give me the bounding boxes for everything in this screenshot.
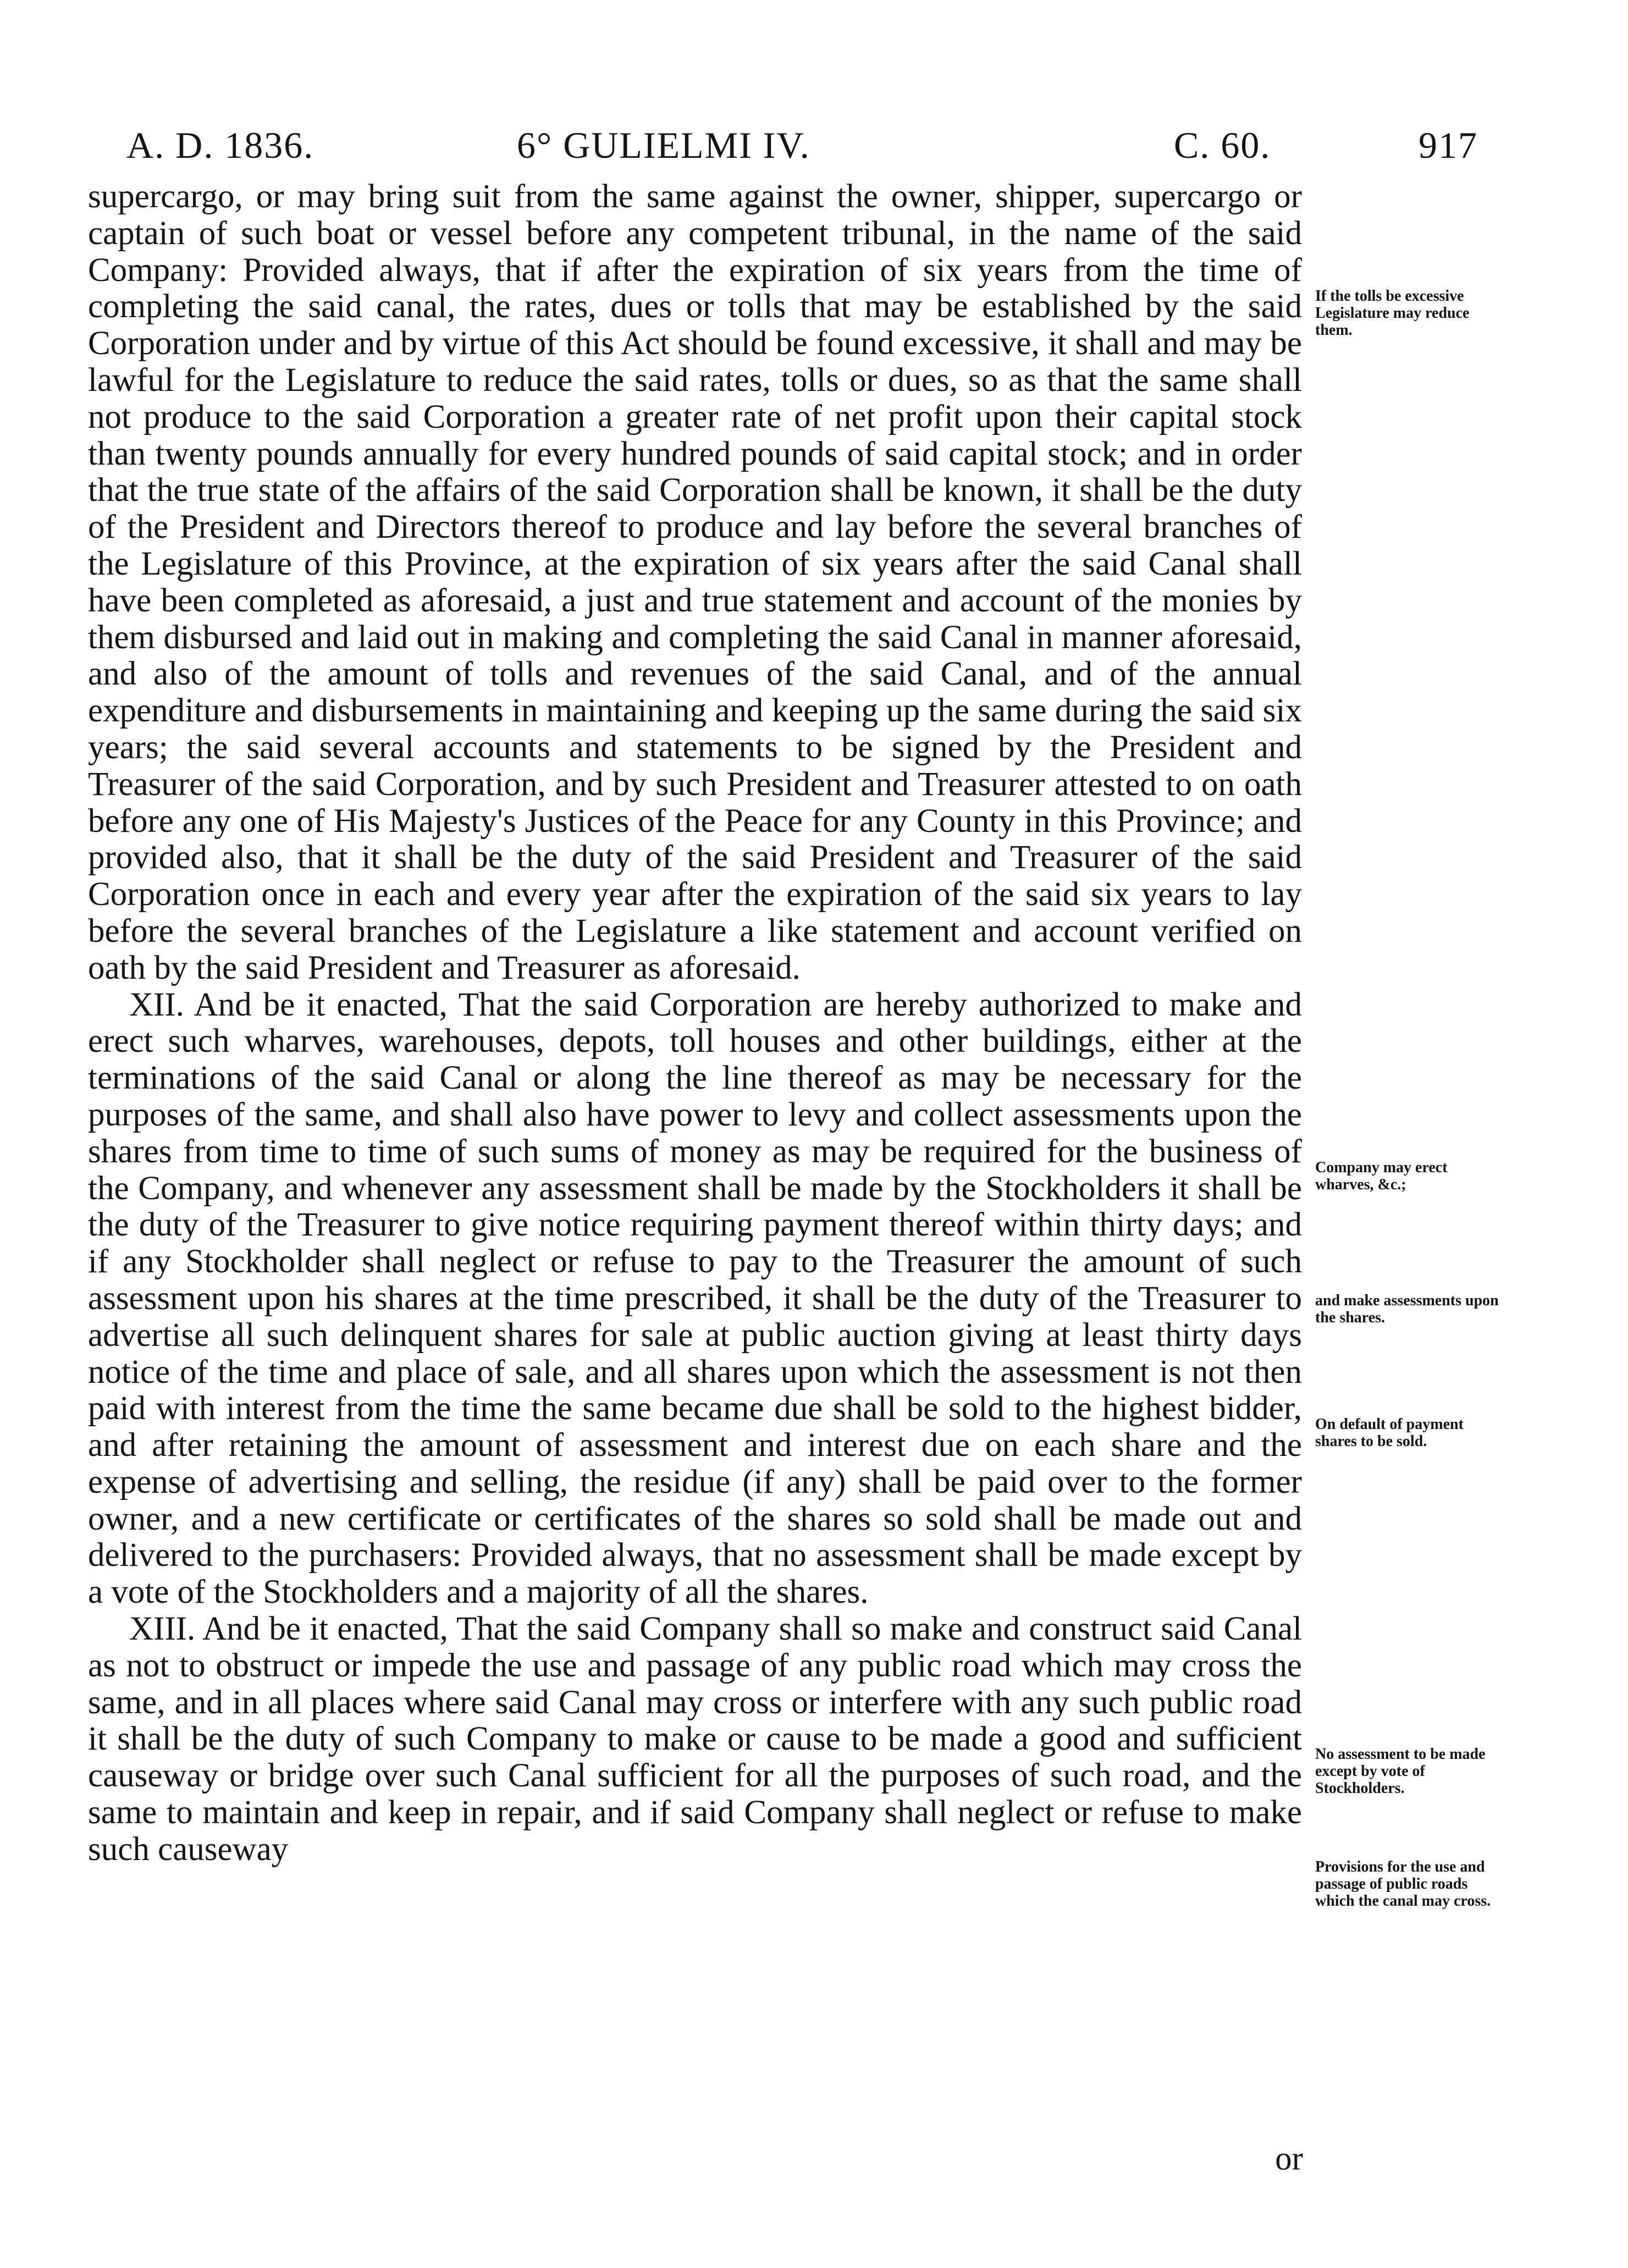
header-chapter: C. 60. [1174,124,1271,166]
running-head [82,124,1512,168]
page-number: 917 [1419,124,1478,166]
paragraph-continuation: supercargo, or may bring suit from the same against the owner, shipper, supercargo or captain of such boat or vessel before any competent tribunal, in the name of the said Company: Provided always, that if after the expiration of six years from the time of completing the said canal, the rates, dues or tolls that may be established by the said Corporation under and by virtue of this Act should be found excessive, it shall and may be lawful for the Legislature to reduce the said rates, tolls or dues, so as that the same shall not produce to the said Corporation a greater rate of net profit upon their capital stock than twenty pounds annually for every hundred pounds of said capital stock; and in order that the true state of the affairs of the said Corporation shall be known, it shall be the duty of the President and Directors thereof to produce and lay before the several branches of the Legislature of this Province, at the expiration of six years after the said Canal shall have been completed as aforesaid, a just and true statement and account of the monies by them disbursed and laid out in making and completing the said Canal in manner aforesaid, and also of the amount of tolls and revenues of the said Canal, and of the annual expenditure and disbursements in maintaining and keeping up the same during the said six years; the said several accounts and statements to be signed by the President and Treasurer of the said Corporation, and by such President and Treasurer attested to on oath before any one of His Majesty's Justices of the Peace for any County in this Province; and provided also, that it shall be the duty of the said President and Treasurer of the said Corporation once in each and every year after the expiration of the said six years to lay before the several branches of the Legislature a like statement and account verified on oath by the said President and Treasurer as aforesaid. [88,178,1302,986]
header-date: A. D. 1836. [126,124,314,166]
section-xii: XII. And be it enacted, That the said Corporation are hereby authorized to make and erect such wharves, warehouses, depots, toll houses and other buildings, either at the terminations of the said Canal or along the line thereof as may be necessary for the purposes of the same, and shall also have power to levy and collect assessments upon the shares from time to time of such sums of money as may be required for the business of the Company, and whenever any assessment shall be made by the Stockholders it shall be the duty of the Treasurer to give notice requiring payment thereof within thirty days; and if any Stockholder shall neglect or refuse to pay to the Treasurer the amount of such assessment upon his shares at the time prescribed, it shall be the duty of the Treasurer to advertise all such delinquent shares for sale at public auction giving at least thirty days notice of the time and place of sale, and all shares upon which the assessment is not then paid with interest from the time the same became due shall be sold to the highest bidder, and after retaining the amount of assessment and interest due on each share and the expense of advertising and selling, the residue (if any) shall be paid over to the former owner, and a new certificate or certificates of the shares so sold shall be made out and delivered to the purchasers: Provided always, that no assessment shall be made except by a vote of the Stockholders and a majority of all the shares. [88,986,1302,1611]
marginal-note-roads: Provisions for the use and passage of public roads which the canal may cross. [1315,1858,1491,1910]
marginal-note-tolls: If the tolls be excessive Legislature may reduce them. [1315,288,1470,339]
marginal-note-vote: No assessment to be made except by vote of Stockholders. [1315,1746,1486,1797]
statute-body [88,179,1302,1868]
header-regnal-year: 6° GULIELMI IV. [517,124,810,166]
marginal-note-assessments: and make assessments upon the shares. [1315,1292,1499,1326]
section-xiii: XIII. And be it enacted, That the said Company shall so make and construct said Canal as not to obstruct or impede the use and passage of any public road which may cross the same, and in all places where said Canal may cross or interfere with any such public road it shall be the duty of such Company to make or cause to be made a good and sufficient causeway or bridge over such Canal sufficient for all the purposes of such road, and the same to maintain and keep in repair, and if said Company shall neglect or refuse to make such causeway [88,1610,1302,1868]
marginal-note-default: On default of payment shares to be sold. [1315,1416,1464,1450]
marginal-note-wharves: Company may erect wharves, &c.; [1315,1159,1448,1193]
catchword: or [1275,2140,1303,2177]
